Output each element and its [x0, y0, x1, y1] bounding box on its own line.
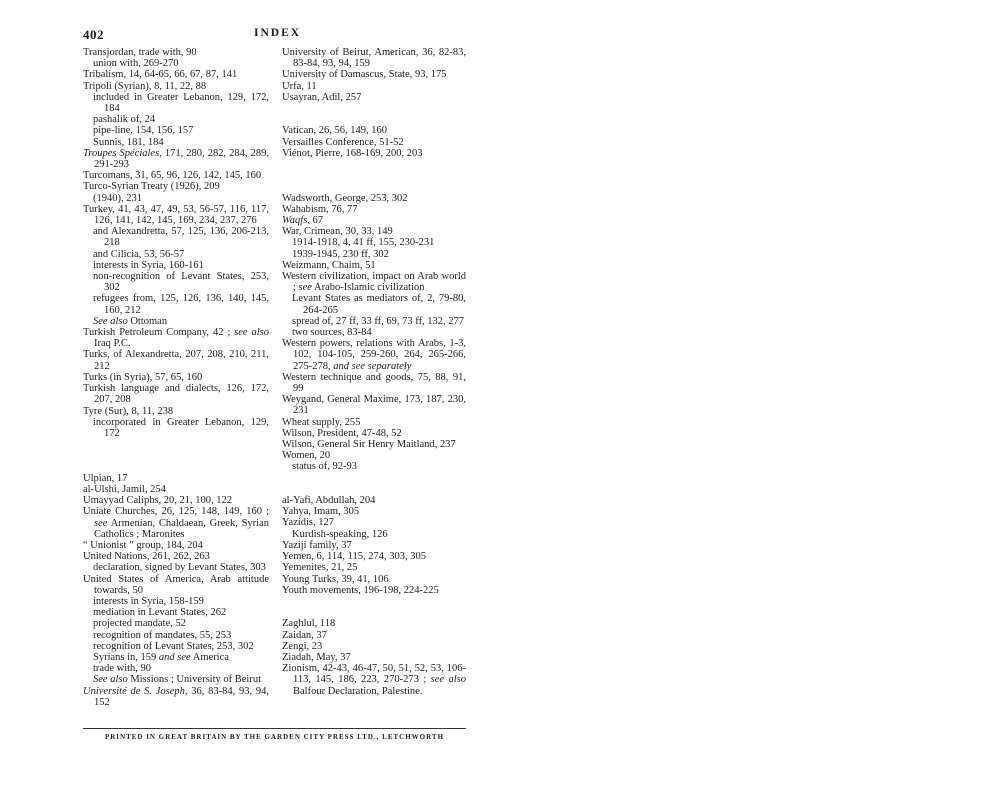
entry-text: Yahya, Imam, 305 [282, 506, 360, 518]
index-column-left [83, 47, 269, 708]
index-subentry [282, 327, 466, 338]
index-entry [83, 574, 269, 596]
entry-text: Yemenites, 21, 25 [282, 562, 358, 574]
entry-text: Turkish Petroleum Company, 42 ; [83, 327, 235, 339]
entry-text: al-Yafi, Abdullah, 204 [282, 495, 376, 507]
entry-text: Vatican, 26, 56, 149, 160 [282, 125, 387, 137]
index-subentry [83, 618, 269, 629]
entry-text: (1940), 231 [93, 192, 142, 204]
index-entry [83, 181, 269, 192]
entry-text: Tyre (Sur), 8, 11, 238 [83, 405, 174, 417]
entry-text: Versailles Conference, 51-52 [282, 136, 404, 148]
entry-text: mediation in Levant States, 262 [93, 607, 227, 619]
index-entry [83, 406, 269, 417]
index-entry [83, 372, 269, 383]
entry-text: Zaghlul, 118 [282, 618, 336, 630]
entry-text: Yemen, 6, 114, 115, 274, 303, 305 [282, 551, 426, 563]
index-subentry [282, 293, 466, 315]
index-entry [282, 204, 466, 215]
index-subentry [282, 316, 466, 327]
entry-text: 1939-1945, 230 ff, 302 [292, 248, 389, 260]
index-entry [282, 517, 466, 528]
index-entry [83, 686, 269, 708]
index-subentry [83, 596, 269, 607]
index-subentry [83, 114, 269, 125]
entry-text: status of, 92-93 [292, 461, 358, 473]
entry-text: Weizmann, Chaim, 51 [282, 259, 376, 271]
index-subentry [282, 529, 466, 540]
entry-text: , 67 [307, 215, 324, 227]
index-subentry [83, 663, 269, 674]
entry-text-tail: Armenian, Chaldaean, Greek, Syrian Catholics ; Maronites [94, 517, 269, 540]
index-subentry [282, 237, 466, 248]
index-entry [83, 383, 269, 405]
running-head: INDEX [254, 27, 302, 39]
entry-text-tail: America [190, 651, 229, 663]
index-entry [83, 540, 269, 551]
index-subentry [83, 58, 269, 69]
index-entry [282, 428, 466, 439]
entry-text: Zionism, 42-43, 46-47, 50, 51, 52, 53, 106-113, 145, 186, 223, 270-273 ; [282, 663, 466, 686]
index-entry [282, 137, 466, 148]
footer-rule [83, 728, 466, 729]
index-subentry [83, 316, 269, 327]
index-subentry [83, 293, 269, 315]
entry-text: Zengi, 23 [282, 640, 323, 652]
entry-text: Turcomans, 31, 65, 96, 126, 142, 145, 160 [83, 170, 262, 182]
entry-text: Viénot, Pierre, 168-169, 200, 203 [282, 147, 423, 159]
italic-cross-reference: and see separately [333, 360, 412, 372]
index-entry [83, 506, 269, 540]
index-entry [282, 630, 466, 641]
index-entry [282, 47, 466, 69]
index-entry [83, 69, 269, 80]
entry-text: Ottoman [127, 315, 168, 327]
index-entry [282, 372, 466, 394]
index-subentry [83, 417, 269, 439]
index-subentry [83, 249, 269, 260]
index-entry [282, 81, 466, 92]
italic-cross-reference: and see [158, 651, 191, 663]
entry-text: Missions ; University of Beirut [127, 674, 261, 686]
entry-text: Turks (in Syria), 57, 65, 160 [83, 371, 203, 383]
entry-text: pipe-line, 154, 156, 157 [93, 125, 194, 137]
index-entry [282, 562, 466, 573]
index-subentry [83, 125, 269, 136]
entry-text: al-Ulshi, Jamil, 254 [83, 483, 166, 495]
entry-text: Young Turks, 39, 41, 106 [282, 573, 389, 585]
index-entry [83, 473, 269, 484]
entry-text: trade with, 90 [93, 663, 152, 675]
index-entry [282, 450, 466, 461]
index-entry [282, 585, 466, 596]
index-entry [282, 92, 466, 103]
entry-text: Transjordan, trade with, 90 [83, 47, 197, 58]
index-entry [83, 170, 269, 181]
italic-term: See also [93, 315, 128, 327]
entry-text-tail: Iraq P.C. [94, 338, 131, 350]
entry-text: Tripoli (Syrian), 8, 11, 22, 88 [83, 80, 207, 92]
entry-text: , 36, 83-84, 93, 94, 152 [94, 685, 269, 708]
italic-cross-reference: see [298, 282, 312, 294]
entry-text: United States of America, Arab attitude towards, 50 [83, 573, 269, 596]
page-number: 402 [83, 27, 104, 42]
entry-text: declaration, signed by Levant States, 303 [93, 562, 266, 574]
index-subentry [83, 193, 269, 204]
entry-text-tail: Balfour Declaration, Palestine. [293, 685, 423, 697]
index-subentry [83, 641, 269, 652]
index-entry [83, 47, 269, 58]
entry-text: interests in Syria, 158-159 [93, 595, 204, 607]
entry-text: Yazidis, 127 [282, 517, 335, 529]
index-entry [83, 484, 269, 495]
index-entry [282, 641, 466, 652]
entry-text: Youth movements, 196-198, 224-225 [282, 584, 439, 596]
index-subentry [83, 271, 269, 293]
entry-text: Sunnis, 181, 184 [93, 136, 164, 148]
index-entry [282, 663, 466, 697]
italic-term: Université de S. Joseph [83, 685, 185, 697]
index-entry [83, 327, 269, 349]
index-entry [282, 148, 466, 159]
index-entry [282, 551, 466, 562]
entry-text: Kurdish-speaking, 126 [292, 528, 388, 540]
index-entry [282, 618, 466, 629]
entry-text-tail: Arabo-Islamic civilization [311, 282, 425, 294]
entry-text: interests in Syria, 160-161 [93, 259, 204, 271]
index-entry [282, 69, 466, 80]
entry-text: Turkish language and dialects, 126, 172, 207, 208 [83, 383, 269, 406]
entry-text: Wilson, General Sir Henry Maitland, 237 [282, 439, 456, 451]
printer-imprint: PRINTED IN GREAT BRITAIN BY THE GARDEN CITY PRESS LTD., LETCHWORTH [104, 733, 445, 741]
entry-text: spread of, 27 ff, 33 ff, 69, 73 ff, 132, 277 [292, 315, 465, 327]
index-entry [83, 204, 269, 226]
index-entry [282, 125, 466, 136]
index-entry [282, 260, 466, 271]
index-entry [282, 193, 466, 204]
entry-text: United Nations, 261, 262, 263 [83, 551, 210, 563]
entry-text: Ziadah, May, 37 [282, 651, 351, 663]
index-entry [282, 226, 466, 237]
entry-text: Western powers, relations with Arabs, 1-3, 102, 104-105, 259-260, 264, 265-266, 275-278, [282, 338, 466, 372]
entry-text: non-recognition of Levant States, 253, 302 [93, 271, 269, 294]
index-entry [282, 417, 466, 428]
index-subentry [282, 461, 466, 472]
index-subentry [83, 630, 269, 641]
index-subentry [83, 652, 269, 663]
entry-text: and Alexandretta, 57, 125, 136, 206-213, 218 [93, 226, 269, 249]
entry-text: Western civilization, impact on Arab world ; [282, 271, 466, 294]
entry-text: Wheat supply, 255 [282, 416, 361, 428]
section-gap [282, 473, 466, 495]
index-subentry [83, 137, 269, 148]
entry-text: Uniate Churches, 26, 125, 148, 149, 160 ; [83, 506, 269, 518]
entry-text: , 171, 280, 282, 284, 289, 291-293 [94, 147, 269, 171]
entry-text: two sources, 83-84 [292, 327, 372, 339]
entry-text: Western technique and goods, 75, 88, 91, 99 [282, 371, 466, 395]
index-entry [282, 652, 466, 663]
index-entry [83, 349, 269, 371]
index-entry [83, 495, 269, 506]
italic-term: See also [93, 674, 128, 686]
index-entry [282, 394, 466, 416]
entry-text: Usayran, Adil, 257 [282, 91, 362, 103]
index-subentry [83, 92, 269, 114]
entry-text: Levant States as mediators of, 2, 79-80, 264-265 [292, 293, 466, 316]
entry-text: Turkey, 41, 43, 47, 49, 53, 56-57, 116, 117, 126, 141, 142, 145, 169, 234, 237, 276 [83, 203, 269, 227]
index-entry [282, 540, 466, 551]
entry-text: recognition of mandates, 55, 253 [93, 629, 232, 641]
entry-text: Turco-Syrian Treaty (1926), 209 [83, 181, 220, 193]
entry-text: Wadsworth, George, 253, 302 [282, 192, 408, 204]
entry-text: Wahabism, 76, 77 [282, 203, 358, 215]
section-gap [282, 159, 466, 193]
italic-cross-reference: see also [430, 674, 466, 686]
entry-text: included in Greater Lebanon, 129, 172, 184 [93, 91, 269, 115]
index-entry [282, 338, 466, 372]
entry-text: “ Unionist ” group, 184, 204 [83, 539, 203, 551]
entry-text: Urfa, 11 [282, 80, 317, 92]
entry-text: refugees from, 125, 126, 136, 140, 145, 160, 212 [93, 293, 269, 316]
index-entry [83, 81, 269, 92]
entry-text: Turks, of Alexandretta, 207, 208, 210, 211, 212 [83, 349, 269, 372]
index-column-right [282, 47, 466, 697]
index-subentry [282, 249, 466, 260]
index-entry [282, 215, 466, 226]
section-gap [282, 103, 466, 125]
entry-text: Yaziji family, 37 [282, 539, 352, 551]
entry-text: University of Damascus, State, 93, 175 [282, 69, 447, 81]
entry-text: union with, 269-270 [93, 58, 179, 70]
index-subentry [83, 562, 269, 573]
entry-text: War, Crimean, 30, 33, 149 [282, 226, 393, 238]
entry-text: and Cilicia, 53, 56-57 [93, 248, 185, 260]
index-entry [83, 551, 269, 562]
entry-text: projected mandate, 52 [93, 618, 187, 630]
italic-cross-reference: see also [234, 327, 269, 339]
section-gap [282, 596, 466, 618]
index-subentry [83, 607, 269, 618]
index-subentry [83, 674, 269, 685]
index-entry [282, 439, 466, 450]
entry-text: Syrians in, 159 [93, 651, 159, 663]
entry-text: Weygand, General Maxime, 173, 187, 230, 231 [282, 394, 466, 417]
index-subentry [83, 226, 269, 248]
index-entry [282, 495, 466, 506]
entry-text: incorporated in Greater Lebanon, 129, 172 [93, 416, 269, 439]
index-subentry [83, 260, 269, 271]
entry-text: Umayyad Caliphs, 20, 21, 100, 122 [83, 495, 233, 507]
entry-text: 1914-1918, 4, 41 ff, 155, 230-231 [292, 237, 435, 249]
section-gap [83, 439, 269, 473]
entry-text: Tribalism, 14, 64-65, 66, 67, 87, 141 [83, 69, 238, 81]
index-entry [282, 506, 466, 517]
entry-text: Ulpian, 17 [83, 472, 128, 484]
entry-text: University of Beirut, American, 36, 82-83, 83-84, 93, 94, 159 [282, 47, 466, 70]
italic-term: Troupes Spéciales [83, 147, 160, 159]
index-entry [282, 271, 466, 293]
entry-text: pashalik of, 24 [93, 114, 156, 126]
entry-text: recognition of Levant States, 253, 302 [93, 640, 254, 652]
entry-text: Women, 20 [282, 450, 331, 462]
index-entry [83, 148, 269, 170]
index-entry [282, 574, 466, 585]
italic-cross-reference: see [94, 517, 108, 529]
entry-text: Wilson, President, 47-48, 52 [282, 427, 402, 439]
entry-text: Zaidan, 37 [282, 629, 327, 641]
italic-term: Waqfs [282, 215, 308, 227]
